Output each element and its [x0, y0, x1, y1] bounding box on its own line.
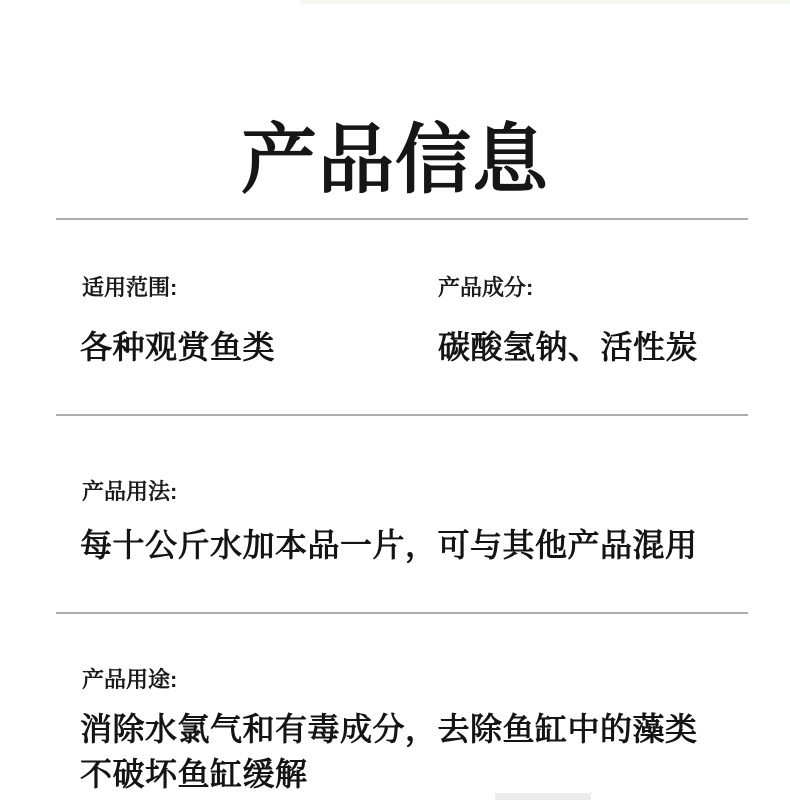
- bottom-edge-crop-artifact: [495, 793, 591, 800]
- ingredients-label: 产品成分:: [438, 275, 534, 300]
- usage-value: 每十公斤水加本品一片，可与其他产品混用: [80, 527, 698, 563]
- purpose-value-line-2: 不破坏鱼缸缓解: [80, 756, 308, 792]
- ingredients-value: 碳酸氢钠、活性炭: [438, 329, 699, 365]
- applicable-range-value: 各种观赏鱼类: [80, 329, 276, 365]
- top-edge-crop-artifact: [300, 0, 790, 4]
- divider-bottom: [56, 612, 748, 614]
- page-title: 产品信息: [241, 117, 549, 203]
- divider-middle: [56, 414, 748, 416]
- purpose-value-line-1: 消除水氯气和有毒成分，去除鱼缸中的藻类: [80, 711, 698, 747]
- purpose-label: 产品用途:: [82, 667, 178, 692]
- applicable-range-label: 适用范围:: [82, 275, 178, 300]
- divider-top: [56, 218, 748, 220]
- purpose-value: [80, 707, 740, 797]
- usage-label: 产品用法:: [82, 479, 178, 504]
